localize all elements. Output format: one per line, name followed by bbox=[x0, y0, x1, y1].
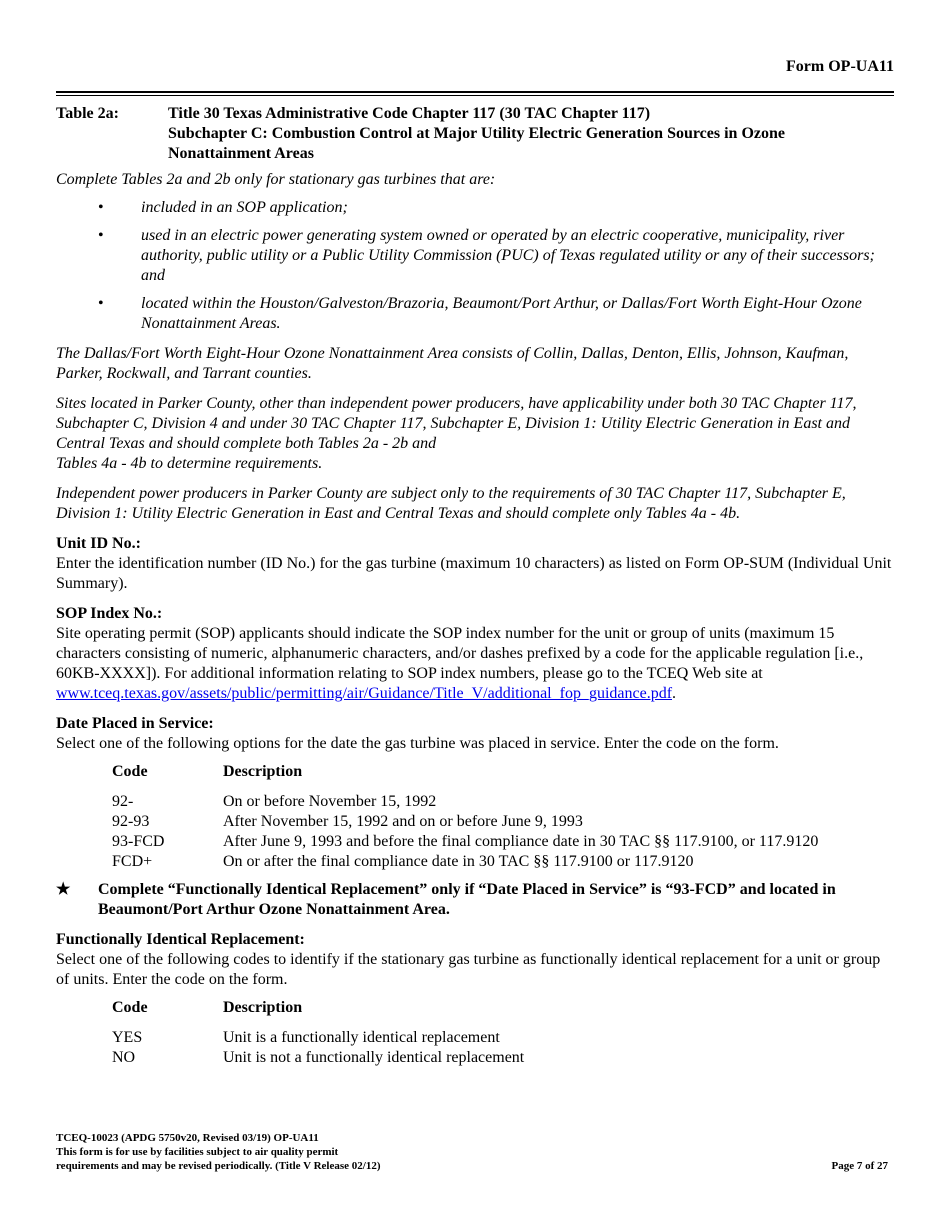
code-cell: 93-FCD bbox=[112, 833, 165, 850]
header-rule bbox=[56, 91, 894, 93]
table-header-row bbox=[112, 762, 818, 792]
table-row bbox=[112, 812, 818, 832]
sop-index-end: . bbox=[672, 685, 677, 702]
code-cell: YES bbox=[112, 1029, 143, 1046]
date-placed-code-table bbox=[112, 762, 818, 872]
table-title bbox=[56, 104, 894, 164]
bullet-text: located within the Houston/Galveston/Brazoria, Beaumont/Port Arthur, or Dallas/Fort Worth Eight-Hour Ozone Nonattainment Areas. bbox=[141, 295, 862, 332]
table-row bbox=[112, 1028, 524, 1048]
bullet-list bbox=[56, 198, 894, 334]
page-number: Page 7 of 27 bbox=[831, 1160, 888, 1172]
code-cell: 92- bbox=[112, 793, 134, 810]
parker-paragraph bbox=[56, 394, 894, 474]
description-column-header: Description bbox=[223, 763, 303, 780]
sop-index-body: Site operating permit (SOP) applicants should indicate the SOP index number for the unit or group of units (maximum 15 characters consisting of numeric, alphanumeric characters, and/or dashes prefixed by a code for the applicable regulation [i.e., 60KB-XXXX]). For additional information relating to SOP index numbers, please go to the TCEQ Web site at bbox=[56, 625, 864, 682]
code-column-header: Code bbox=[112, 999, 148, 1016]
code-cell: 92-93 bbox=[112, 813, 150, 830]
page-content bbox=[56, 104, 894, 1068]
table-header-row bbox=[112, 998, 524, 1028]
form-id: Form OP-UA11 bbox=[786, 58, 894, 75]
table-row bbox=[112, 852, 818, 872]
description-cell: After June 9, 1993 and before the final compliance date in 30 TAC §§ 117.9100, or 117.9120 bbox=[223, 833, 819, 850]
description-column-header: Description bbox=[223, 999, 303, 1016]
unit-id-text: Enter the identification number (ID No.) for the gas turbine (maximum 10 characters) as listed on Form OP-SUM (Individual Unit Summary). bbox=[56, 555, 892, 592]
description-cell: On or before November 15, 1992 bbox=[223, 793, 437, 810]
table-row bbox=[112, 832, 818, 852]
fir-code-table bbox=[112, 998, 524, 1068]
parker-paragraph-b: Tables 4a - 4b to determine requirements. bbox=[56, 455, 323, 472]
bullet-icon: • bbox=[98, 199, 104, 216]
sop-index-text bbox=[56, 624, 894, 704]
footer-line-3: requirements and may be revised periodically. (Title V Release 02/12) bbox=[56, 1160, 381, 1172]
description-cell: Unit is not a functionally identical replacement bbox=[223, 1049, 525, 1066]
ipp-paragraph: Independent power producers in Parker County are subject only to the requirements of 30 TAC Chapter 117, Subchapter E, Division 1: Utility Electric Generation in East and Central Texas and should complete only Tables 4a - 4b. bbox=[56, 485, 846, 522]
description-cell: After November 15, 1992 and on or before June 9, 1993 bbox=[223, 813, 583, 830]
table-row bbox=[112, 792, 818, 812]
footer-line-2: This form is for use by facilities subject to air quality permit bbox=[56, 1146, 339, 1158]
date-placed-heading: Date Placed in Service: bbox=[56, 715, 214, 732]
unit-id-heading: Unit ID No.: bbox=[56, 535, 141, 552]
fir-note bbox=[56, 880, 894, 920]
date-placed-text: Select one of the following options for the date the gas turbine was placed in service. Enter the code on the form. bbox=[56, 735, 779, 752]
table-title-line-2: Subchapter C: Combustion Control at Major Utility Electric Generation Sources in Ozone bbox=[168, 125, 785, 142]
dfw-paragraph: The Dallas/Fort Worth Eight-Hour Ozone Nonattainment Area consists of Collin, Dallas, Denton, Ellis, Johnson, Kaufman, Parker, Rockwall, and Tarrant counties. bbox=[56, 345, 849, 382]
bullet-icon: • bbox=[98, 227, 104, 244]
tceq-guidance-link[interactable]: www.tceq.texas.gov/assets/public/permitting/air/Guidance/Title_V/additional_fop_guidance.pdf bbox=[56, 685, 673, 702]
bullet-text: included in an SOP application; bbox=[141, 199, 348, 216]
description-cell: On or after the final compliance date in 30 TAC §§ 117.9100 or 117.9120 bbox=[223, 853, 694, 870]
bullet-icon: • bbox=[98, 295, 104, 312]
parker-paragraph-a: Sites located in Parker County, other than independent power producers, have applicability under both 30 TAC Chapter 117, Subchapter C, Division 4 and under 30 TAC Chapter 117, Subchapter E, Division 1: Utility Electric Generation in East and Central Texas and should complete both Tables 2a - 2b and bbox=[56, 395, 857, 452]
table-title-line-3: Nonattainment Areas bbox=[168, 145, 314, 162]
footer-line-1: TCEQ-10023 (APDG 5750v20, Revised 03/19) OP-UA11 bbox=[56, 1132, 319, 1144]
description-cell: Unit is a functionally identical replacement bbox=[223, 1029, 500, 1046]
bullet-item bbox=[56, 198, 894, 218]
header-rule-thin bbox=[56, 95, 894, 96]
table-title-lines bbox=[168, 104, 785, 164]
fir-heading: Functionally Identical Replacement: bbox=[56, 931, 305, 948]
table-title-line-1: Title 30 Texas Administrative Code Chapter 117 (30 TAC Chapter 117) bbox=[168, 105, 651, 122]
table-row bbox=[112, 1048, 524, 1068]
sop-index-heading: SOP Index No.: bbox=[56, 605, 163, 622]
intro-text: Complete Tables 2a and 2b only for stationary gas turbines that are: bbox=[56, 171, 496, 188]
bullet-text: used in an electric power generating system owned or operated by an electric cooperative, municipality, river authority, public utility or a Public Utility Commission (PUC) of Texas regulated utility or any of their successors; and bbox=[141, 227, 875, 284]
fir-text: Select one of the following codes to identify if the stationary gas turbine as functionally identical replacement for a unit or group of units. Enter the code on the form. bbox=[56, 951, 881, 988]
fir-note-text: Complete “Functionally Identical Replacement” only if “Date Placed in Service” is “93-FCD” and located in Beaumont/Port Arthur Ozone Nonattainment Area. bbox=[98, 881, 836, 918]
code-cell: NO bbox=[112, 1049, 136, 1066]
bullet-item bbox=[56, 294, 894, 334]
code-cell: FCD+ bbox=[112, 853, 153, 870]
table-label: Table 2a: bbox=[56, 105, 119, 122]
code-column-header: Code bbox=[112, 763, 148, 780]
star-icon: ★ bbox=[56, 881, 71, 898]
page-footer bbox=[56, 1131, 380, 1173]
bullet-item bbox=[56, 226, 894, 286]
